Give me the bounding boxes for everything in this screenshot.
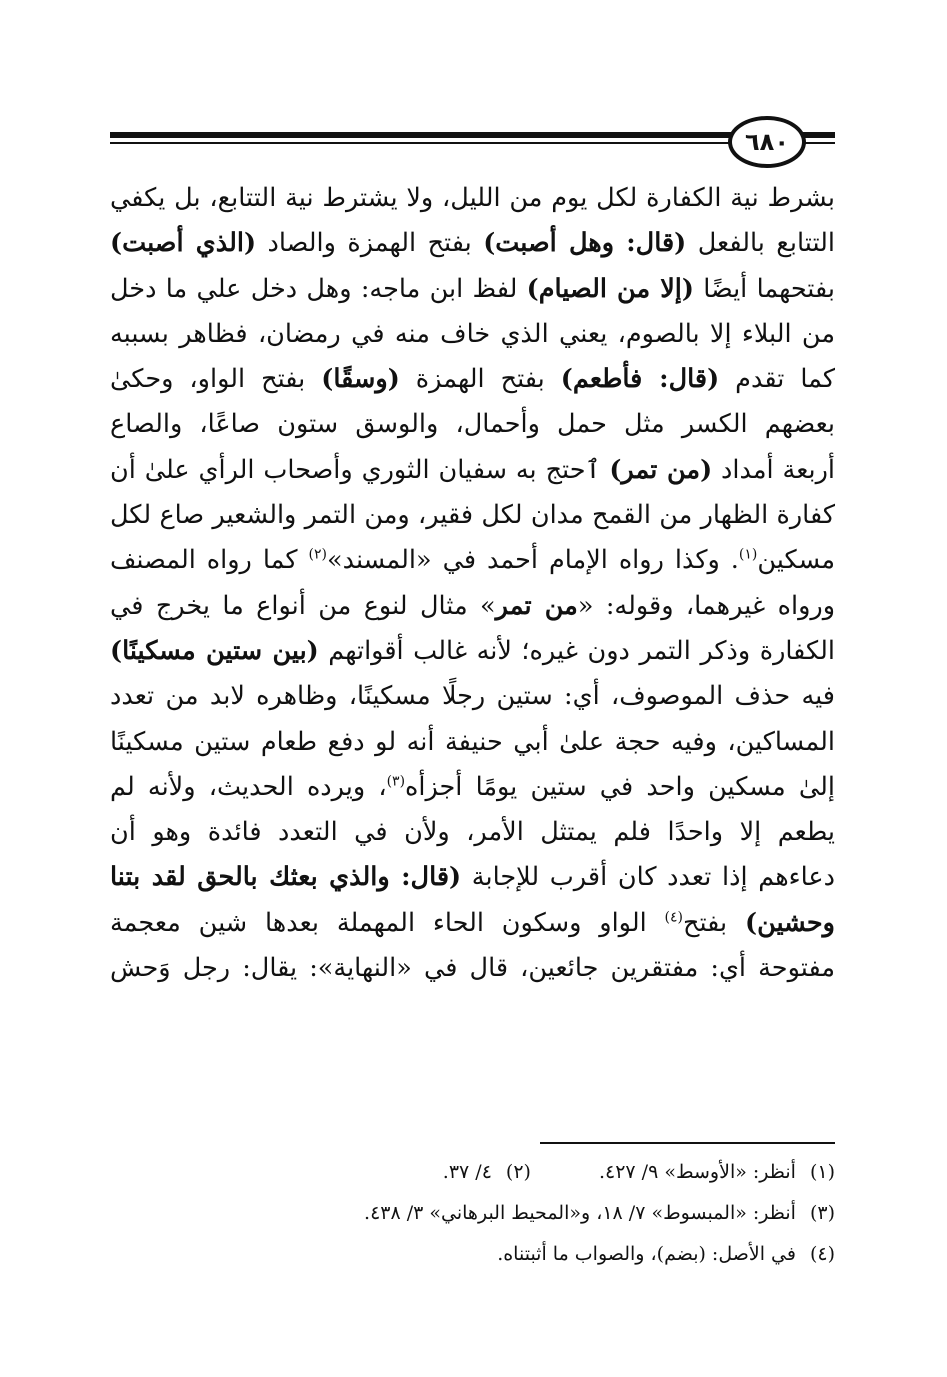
- text-run: التتابع بالفعل: [686, 228, 835, 259]
- text-line: [110, 674, 835, 719]
- text-run: بفتحهما أيضًا: [693, 273, 835, 304]
- text-run: المساكين، وفيه حجة علىٰ أبي حنيفة أنه لو دفع طعام ستين مسكينًا: [110, 726, 835, 757]
- text-line: [110, 901, 835, 946]
- footnote-row: [110, 1193, 835, 1234]
- quoted-hadith: (قال: فأطعم): [560, 364, 720, 395]
- footnotes: [110, 1152, 835, 1275]
- quoted-hadith: (وسقًا): [321, 364, 400, 395]
- quoted-hadith: وحشين): [745, 907, 835, 938]
- page-header: [110, 118, 835, 172]
- text-run: ٱحتج به سفيان الثوري وأصحاب الرأي علىٰ أن: [110, 454, 610, 485]
- footnote-row: [110, 1152, 835, 1193]
- text-run: الكفارة وذكر التمر دون غيره؛ لأنه غالب أقواتهم: [318, 635, 835, 666]
- quoted-hadith: (بين ستين مسكينًا): [110, 635, 319, 666]
- text-line: [110, 448, 835, 493]
- text-line: [110, 312, 835, 357]
- footnote-text: أنظر: «الأوسط» ٩/ ٤٢٧.: [598, 1161, 796, 1183]
- text-line: [110, 946, 835, 991]
- text-run: من البلاء إلا بالصوم، يعني الذي خاف منه في رمضان، فظاهر بسببه: [110, 318, 835, 349]
- text-run: بفتح: [683, 907, 745, 938]
- footnote-number: (٢): [505, 1161, 531, 1183]
- text-run: ، ويرده الحديث، ولأنه لم: [110, 771, 387, 802]
- text-run: ورواه غيرهما، وقوله: «: [577, 590, 835, 621]
- text-line: [110, 402, 835, 447]
- footnote-number: (٤): [809, 1243, 835, 1265]
- text-run: بعضهم الكسر مثل حمل وأحمال، والوسق ستون صاعًا، والصاع: [110, 409, 835, 440]
- text-run: فيه حذف الموصوف، أي: ستين رجلًا مسكينًا، وظاهره لابد من تعدد: [110, 681, 835, 712]
- text-line: [110, 765, 835, 810]
- footnote-separator: [540, 1142, 835, 1144]
- footnote-text: أنظر: «المبسوط» ٧/ ١٨، و«المحيط البرهاني» ٣/ ٤٣٨.: [364, 1202, 796, 1224]
- text-run: دعاءهم إذا تعدد كان أقرب للإجابة: [461, 862, 835, 893]
- text-run: بفتح الهمزة: [399, 364, 561, 395]
- footnote-number: (٣): [809, 1202, 835, 1224]
- text-line: [110, 584, 835, 629]
- text-line: [110, 629, 835, 674]
- quoted-hadith: (إلا من الصيام): [526, 273, 694, 304]
- text-run: الواو وسكون الحاء المهملة بعدها شين معجمة: [110, 907, 665, 938]
- text-run: أربعة أمداد: [712, 454, 835, 485]
- header-rule-thin: [110, 142, 835, 144]
- text-line: [110, 493, 835, 538]
- footnote-text: ٤/ ٣٧.: [442, 1161, 492, 1183]
- text-run: بفتح الهمزة والصاد: [256, 228, 484, 259]
- text-run: مسكين: [757, 545, 835, 576]
- text-run: كفارة الظهار من القمح مدان لكل فقير، ومن التمر والشعير صاع لكل: [110, 500, 835, 531]
- text-run: . وكذا رواه الإمام أحمد في «المسند»: [326, 545, 739, 576]
- text-run: لفظ ابن ماجه: وهل دخل علي ما دخل: [110, 273, 527, 304]
- page-number: ٦٨٠: [728, 116, 806, 168]
- text-run: بفتح الواو، وحكىٰ: [110, 364, 322, 395]
- footnote-ref: (٤): [664, 909, 683, 926]
- text-run: » مثال لنوع من أنواع ما يخرج في: [110, 590, 496, 621]
- text-line: [110, 538, 835, 583]
- footnote-number: (١): [809, 1161, 835, 1183]
- footnote-ref: (١): [738, 546, 758, 563]
- text-line: [110, 357, 835, 402]
- text-run: إلىٰ مسكين واحد في ستين يومًا أجزأه: [405, 771, 835, 802]
- text-line: [110, 221, 835, 266]
- footnote-ref: (٢): [308, 546, 327, 563]
- header-rule: [110, 132, 835, 138]
- quoted-hadith: من تمر: [495, 590, 578, 621]
- footnote-row: [110, 1234, 835, 1275]
- text-line: [110, 176, 835, 221]
- text-run: كما رواه المصنف: [110, 545, 309, 576]
- quoted-hadith: (قال: وهل أصبت): [483, 228, 687, 259]
- text-run: يطعم إلا واحدًا فلم يمتثل الأمر، ولأن في التعدد فائدة وهو أن: [110, 817, 835, 848]
- text-line: [110, 855, 835, 900]
- text-run: بشرط نية الكفارة لكل يوم من الليل، ولا يشترط نية التتابع، بل يكفي: [110, 183, 835, 213]
- footnote-text: في الأصل: (بضم)، والصواب ما أثبتناه.: [497, 1243, 796, 1265]
- text-run: مفتوحة أي: مفتقرين جائعين، قال في «النهاية»: يقال: رجل وَحش: [110, 953, 835, 984]
- main-text: [110, 176, 835, 991]
- text-line: [110, 810, 835, 855]
- quoted-hadith: (الذي أصبت): [110, 228, 257, 259]
- text-line: [110, 267, 835, 312]
- quoted-hadith: (من تمر): [609, 454, 713, 485]
- text-run: كما تقدم: [719, 364, 835, 395]
- text-line: [110, 720, 835, 765]
- footnote-ref: (٣): [386, 773, 406, 790]
- quoted-hadith: (قال: والذي بعثك بالحق لقد بتنا: [110, 862, 462, 893]
